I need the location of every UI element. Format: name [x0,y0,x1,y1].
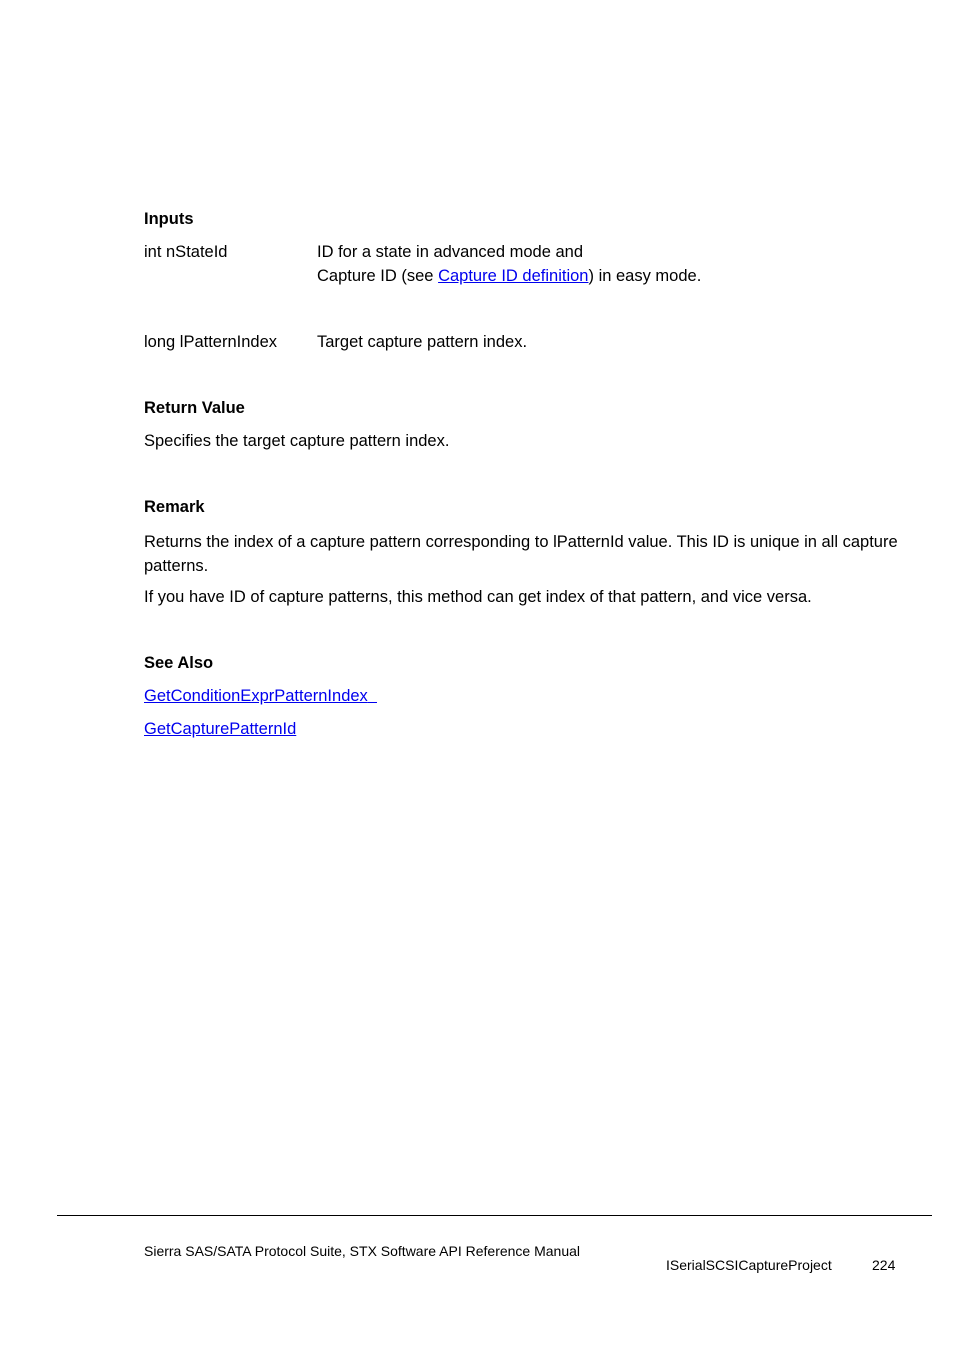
param-name-nstateid: int nStateId [144,243,228,261]
param-desc-pre: Capture ID (see [317,267,439,285]
remark-paragraph-1: Returns the index of a capture pattern corresponding to lPatternId value. This ID is unique in all capture patterns. [144,533,898,575]
remark-paragraph-2: If you have ID of capture patterns, this method can get index of that pattern, and vice versa. [144,588,812,606]
param-desc-post: ) in easy mode. [588,267,702,285]
param-name-lpatternindex: long lPatternIndex [144,333,278,351]
inputs-heading: Inputs [144,210,194,228]
return-value-heading: Return Value [144,399,245,417]
return-value-text: Specifies the target capture pattern index. [144,432,450,450]
param-desc-nstateid-line1: ID for a state in advanced mode and [317,243,583,261]
footer-page-number: 224 [872,1257,896,1273]
param-desc-nstateid-line2 [317,267,701,286]
get-condition-expr-pattern-index-link[interactable]: GetConditionExprPatternIndex [144,687,368,705]
see-also-item [144,720,296,739]
see-also-item [144,687,377,706]
footer-divider [57,1215,932,1216]
footer-section-name: ISerialSCSICaptureProject [666,1257,832,1273]
footer-manual-title: Sierra SAS/SATA Protocol Suite, STX Software API Reference Manual [144,1243,581,1259]
see-also-heading: See Also [144,654,214,672]
capture-id-definition-link[interactable]: Capture ID definition [438,267,589,285]
get-capture-pattern-id-link[interactable]: GetCapturePatternId [144,720,297,738]
param-desc-lpatternindex: Target capture pattern index. [317,333,528,351]
remark-heading: Remark [144,498,205,516]
link-trailing-space [368,687,377,705]
